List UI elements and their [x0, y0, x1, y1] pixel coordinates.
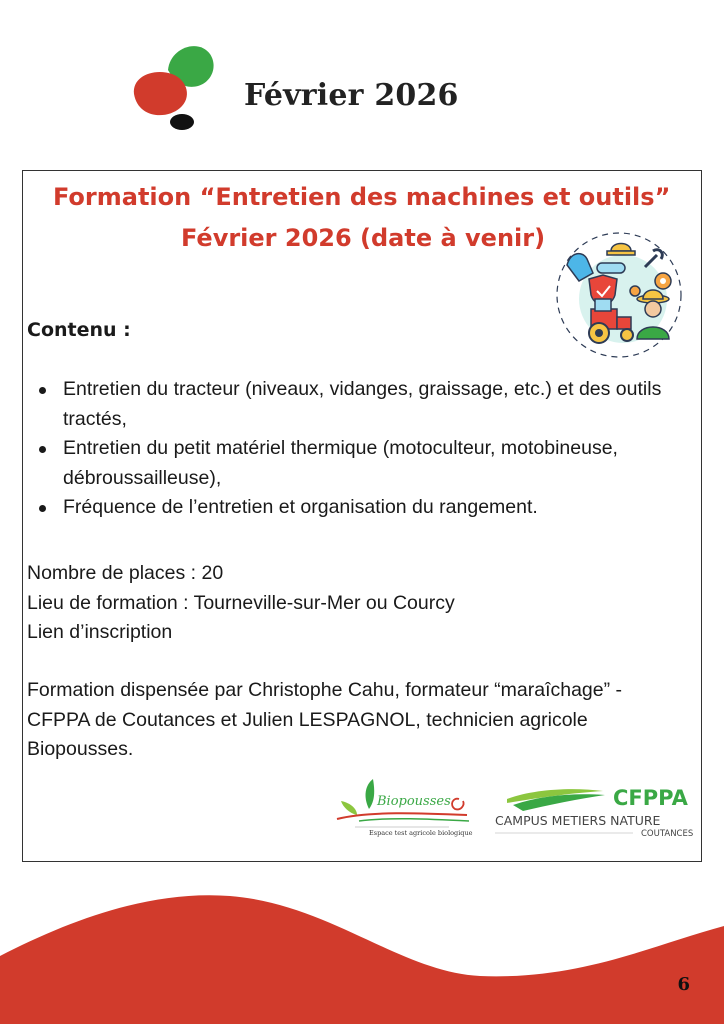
- formation-date: Février 2026 (date à venir): [181, 224, 546, 252]
- formation-info: [27, 559, 455, 648]
- list-item: Fréquence de l’entretien et organisation du rangement.: [63, 493, 701, 523]
- contenu-label: Contenu :: [27, 319, 131, 341]
- biopousses-logo: [329, 775, 475, 839]
- page-title: Février 2026: [244, 78, 459, 113]
- formateurs-paragraph: Formation dispensée par Christophe Cahu, formateur “maraîchage” - CFPPA de Coutances et Julien LESPAGNOL, technicien agricole Biopousses.: [27, 679, 623, 760]
- places-count: Nombre de places : 20: [27, 562, 224, 584]
- page-number: 6: [677, 974, 690, 995]
- contenu-list: [27, 375, 701, 523]
- list-item: Entretien du petit matériel thermique (motoculteur, motobineuse, débroussailleuse),: [63, 434, 701, 493]
- inscription-link[interactable]: Lien d’inscription: [27, 621, 173, 643]
- list-item: Entretien du tracteur (niveaux, vidanges, graissage, etc.) et des outils tractés,: [63, 375, 701, 434]
- biopousses-name: Biopousses: [377, 794, 451, 809]
- maintenance-illustration-icon: [553, 229, 685, 361]
- formation-box: [22, 170, 702, 862]
- cfppa-logo: [493, 779, 693, 841]
- cfppa-city: COUTANCES: [641, 829, 693, 839]
- lieu-formation: Lieu de formation : Tourneville-sur-Mer ou Courcy: [27, 591, 455, 614]
- organisation-logo: [128, 40, 216, 134]
- formation-title: Formation “Entretien des machines et outils”: [53, 183, 671, 211]
- biopousses-tagline: Espace test agricole biologique: [369, 829, 473, 837]
- cfppa-name: CFPPA: [613, 786, 688, 810]
- footer-wave: [0, 880, 724, 1024]
- cfppa-campus: CAMPUS METIERS NATURE: [495, 813, 661, 828]
